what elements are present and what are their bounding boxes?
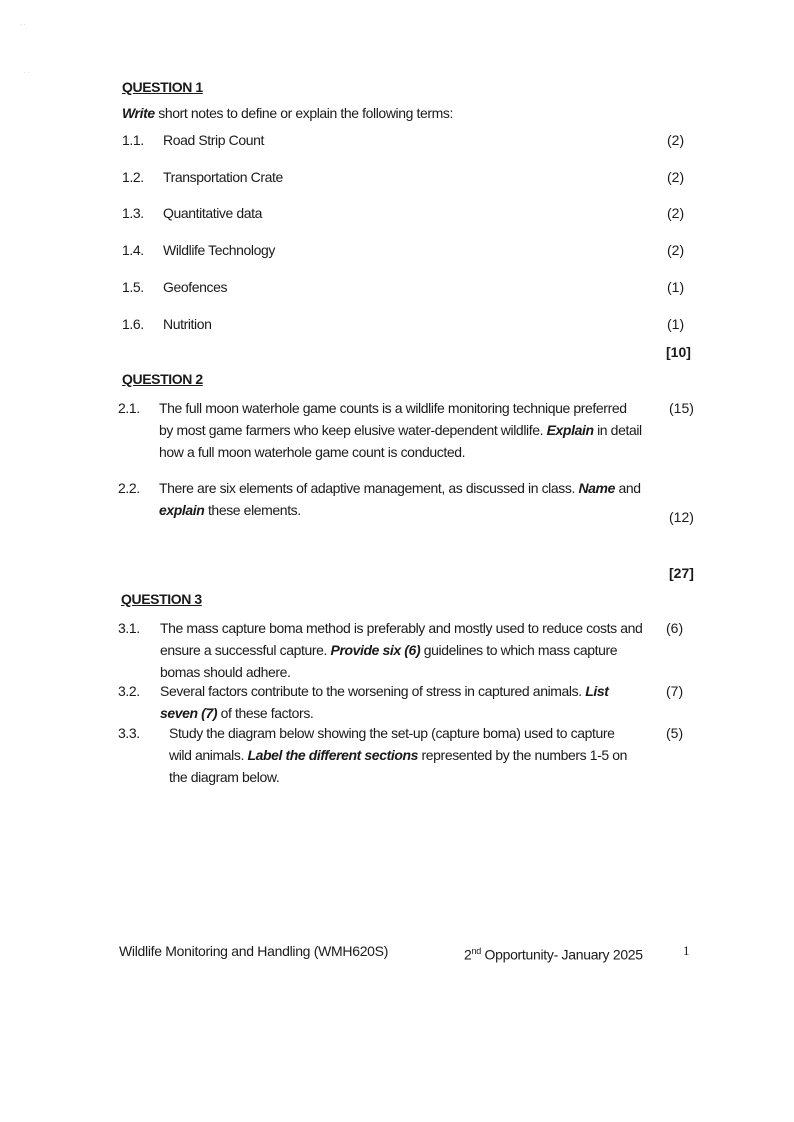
emphasis: seven (7) bbox=[160, 705, 218, 721]
item-number: 1.6. bbox=[122, 316, 144, 332]
emphasis: explain bbox=[159, 502, 205, 518]
item-number: 1.2. bbox=[122, 169, 144, 185]
item-number: 2.2. bbox=[118, 480, 140, 496]
item-number: 1.4. bbox=[122, 242, 144, 258]
item-text-line bbox=[169, 747, 627, 763]
superscript: nd bbox=[471, 946, 481, 956]
item-number: 1.3. bbox=[122, 205, 144, 221]
question-1-total: [10] bbox=[666, 344, 691, 360]
text: guidelines to which mass capture bbox=[420, 642, 618, 658]
question-1-heading: QUESTION 1 bbox=[122, 79, 203, 95]
intro-text: short notes to define or explain the following terms: bbox=[154, 105, 453, 121]
item-marks: (2) bbox=[667, 242, 685, 258]
text: wild animals. bbox=[169, 747, 248, 763]
footer-course: Wildlife Monitoring and Handling (WMH620S) bbox=[119, 943, 389, 959]
emphasis: Provide six (6) bbox=[330, 642, 421, 658]
item-text-line bbox=[159, 480, 641, 496]
item-number: 1.1. bbox=[122, 132, 144, 148]
item-marks: (12) bbox=[669, 509, 694, 525]
item-marks: (2) bbox=[667, 132, 685, 148]
item-text-line: the diagram below. bbox=[169, 769, 280, 785]
text: There are six elements of adaptive management, as discussed in class. bbox=[159, 480, 579, 496]
text: Opportunity- January 2025 bbox=[480, 946, 643, 963]
item-marks: (6) bbox=[666, 620, 684, 636]
scan-speck: · · bbox=[20, 22, 26, 28]
text: these elements. bbox=[204, 502, 301, 518]
item-number: 3.3. bbox=[118, 725, 140, 741]
item-number: 2.1. bbox=[118, 400, 140, 416]
question-2-total: [27] bbox=[669, 565, 694, 581]
emphasis: List bbox=[585, 683, 609, 699]
question-1-intro bbox=[122, 105, 453, 121]
item-text: Quantitative data bbox=[163, 205, 263, 221]
question-3-heading: QUESTION 3 bbox=[121, 591, 202, 607]
item-number: 3.2. bbox=[118, 683, 140, 699]
item-text-line bbox=[159, 422, 642, 438]
question-2-heading: QUESTION 2 bbox=[122, 371, 203, 387]
item-text: Wildlife Technology bbox=[163, 242, 275, 258]
item-text-line: how a full moon waterhole game count is conducted. bbox=[159, 444, 466, 460]
item-marks: (1) bbox=[667, 279, 685, 295]
text: in detail bbox=[593, 422, 642, 438]
item-marks: (2) bbox=[667, 205, 685, 221]
text: 2 bbox=[464, 946, 472, 963]
item-text-line bbox=[160, 705, 313, 721]
item-text: Transportation Crate bbox=[163, 169, 283, 185]
text: of these factors. bbox=[217, 705, 314, 721]
item-text-line: bomas should adhere. bbox=[160, 664, 291, 680]
item-marks: (2) bbox=[667, 169, 685, 185]
item-marks: (7) bbox=[666, 683, 684, 699]
intro-emphasis: Write bbox=[122, 105, 155, 121]
page-number: 1 bbox=[683, 943, 690, 958]
scan-speck: · · bbox=[24, 70, 30, 76]
item-text: Nutrition bbox=[163, 316, 212, 332]
item-text-line: Study the diagram below showing the set-up (capture boma) used to capture bbox=[169, 725, 615, 741]
emphasis: Explain bbox=[546, 422, 594, 438]
item-number: 1.5. bbox=[122, 279, 144, 295]
item-text: Geofences bbox=[163, 279, 228, 295]
text: by most game farmers who keep elusive water-dependent wildlife. bbox=[159, 422, 547, 438]
item-text-line bbox=[160, 683, 609, 699]
item-number: 3.1. bbox=[118, 620, 140, 636]
text: and bbox=[614, 480, 641, 496]
text: ensure a successful capture. bbox=[160, 642, 331, 658]
item-text-line bbox=[159, 502, 301, 518]
emphasis: Label the different sections bbox=[247, 747, 419, 763]
item-marks: (1) bbox=[667, 316, 685, 332]
item-marks: (15) bbox=[669, 400, 694, 416]
emphasis: Name bbox=[578, 480, 615, 496]
item-text-line bbox=[160, 642, 617, 658]
item-marks: (5) bbox=[666, 725, 684, 741]
text: represented by the numbers 1-5 on bbox=[418, 747, 628, 763]
item-text: Road Strip Count bbox=[163, 132, 264, 148]
footer-opportunity bbox=[464, 943, 643, 963]
item-text-line: The full moon waterhole game counts is a wildlife monitoring technique preferred bbox=[159, 400, 627, 416]
item-text-line: The mass capture boma method is preferably and mostly used to reduce costs and bbox=[160, 620, 643, 636]
text: Several factors contribute to the worsening of stress in captured animals. bbox=[160, 683, 586, 699]
